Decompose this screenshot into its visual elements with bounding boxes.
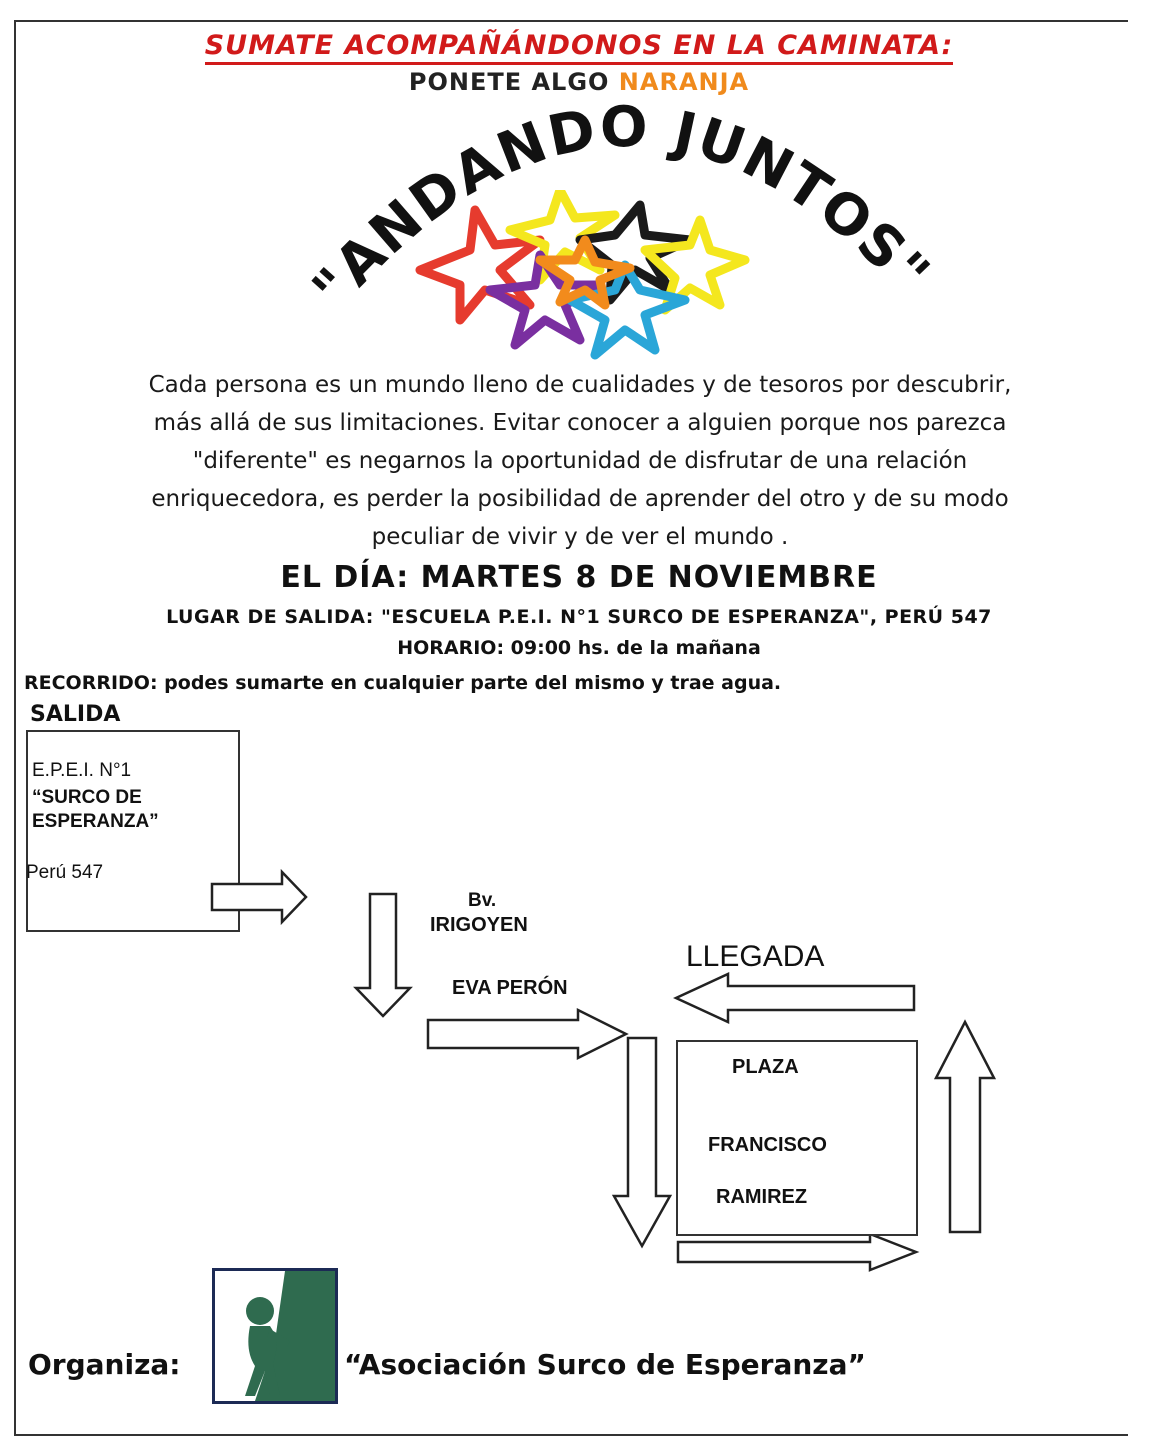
school-subtitle: “SURCO DE ESPERANZA” <box>32 787 159 832</box>
message-line: "diferente" es negarnos la oportunidad de disfrutar de una relación <box>192 448 968 474</box>
plaza-surname-label: RAMIREZ <box>716 1186 808 1208</box>
departure-place: LUGAR DE SALIDA: "ESCUELA P.E.I. N°1 SURCO DE ESPERANZA", PERÚ 547 <box>166 606 992 628</box>
arrow-right-icon <box>212 872 306 922</box>
wear-orange-line: PONETE ALGO NARANJA <box>408 68 750 96</box>
invite-headline: SUMATE ACOMPAÑÁNDONOS EN LA CAMINATA: <box>0 30 1158 61</box>
street-irigoyen-label: IRIGOYEN <box>430 914 528 936</box>
orange-word: NARANJA <box>618 68 750 96</box>
logo-icon <box>215 1271 335 1401</box>
route-note: RECORRIDO: podes sumarte en cualquier parte del mismo y trae agua. <box>24 672 782 694</box>
plaza-label: PLAZA <box>732 1056 799 1078</box>
message-line: Cada persona es un mundo lleno de cualidades y de tesoros por descubrir, <box>148 372 1012 398</box>
end-label: LLEGADA <box>686 940 825 973</box>
association-logo <box>212 1268 338 1404</box>
message-line: más allá de sus limitaciones. Evitar conocer a alguien porque nos parezca <box>153 410 1007 436</box>
arrow-down-icon <box>614 1038 670 1246</box>
event-title: "ANDANDO JUNTOS" <box>300 94 943 322</box>
start-label: SALIDA <box>30 702 121 727</box>
school-name: E.P.E.I. N°1 <box>32 760 132 781</box>
organizer-label: Organiza: <box>28 1348 181 1381</box>
arrow-right-icon <box>428 1010 626 1058</box>
message-line: peculiar de vivir y de ver el mundo . <box>371 524 789 550</box>
organizer-name: “Asociación Surco de Esperanza” <box>344 1348 866 1381</box>
schedule: HORARIO: 09:00 hs. de la mañana <box>397 637 761 659</box>
school-address: Perú 547 <box>26 862 104 883</box>
arrow-right-icon <box>678 1234 916 1270</box>
message-line: enriquecedora, es perder la posibilidad de aprender del otro y de su modo <box>151 486 1009 512</box>
plaza-name-label: FRANCISCO <box>708 1134 827 1156</box>
arrow-up-icon <box>936 1022 994 1232</box>
street-eva-peron-label: EVA PERÓN <box>452 977 568 999</box>
street-bv-label: Bv. <box>468 890 497 911</box>
arrow-left-icon <box>676 974 914 1022</box>
event-date: EL DÍA: MARTES 8 DE NOVIEMBRE <box>280 560 878 595</box>
arrow-down-icon <box>356 894 410 1016</box>
